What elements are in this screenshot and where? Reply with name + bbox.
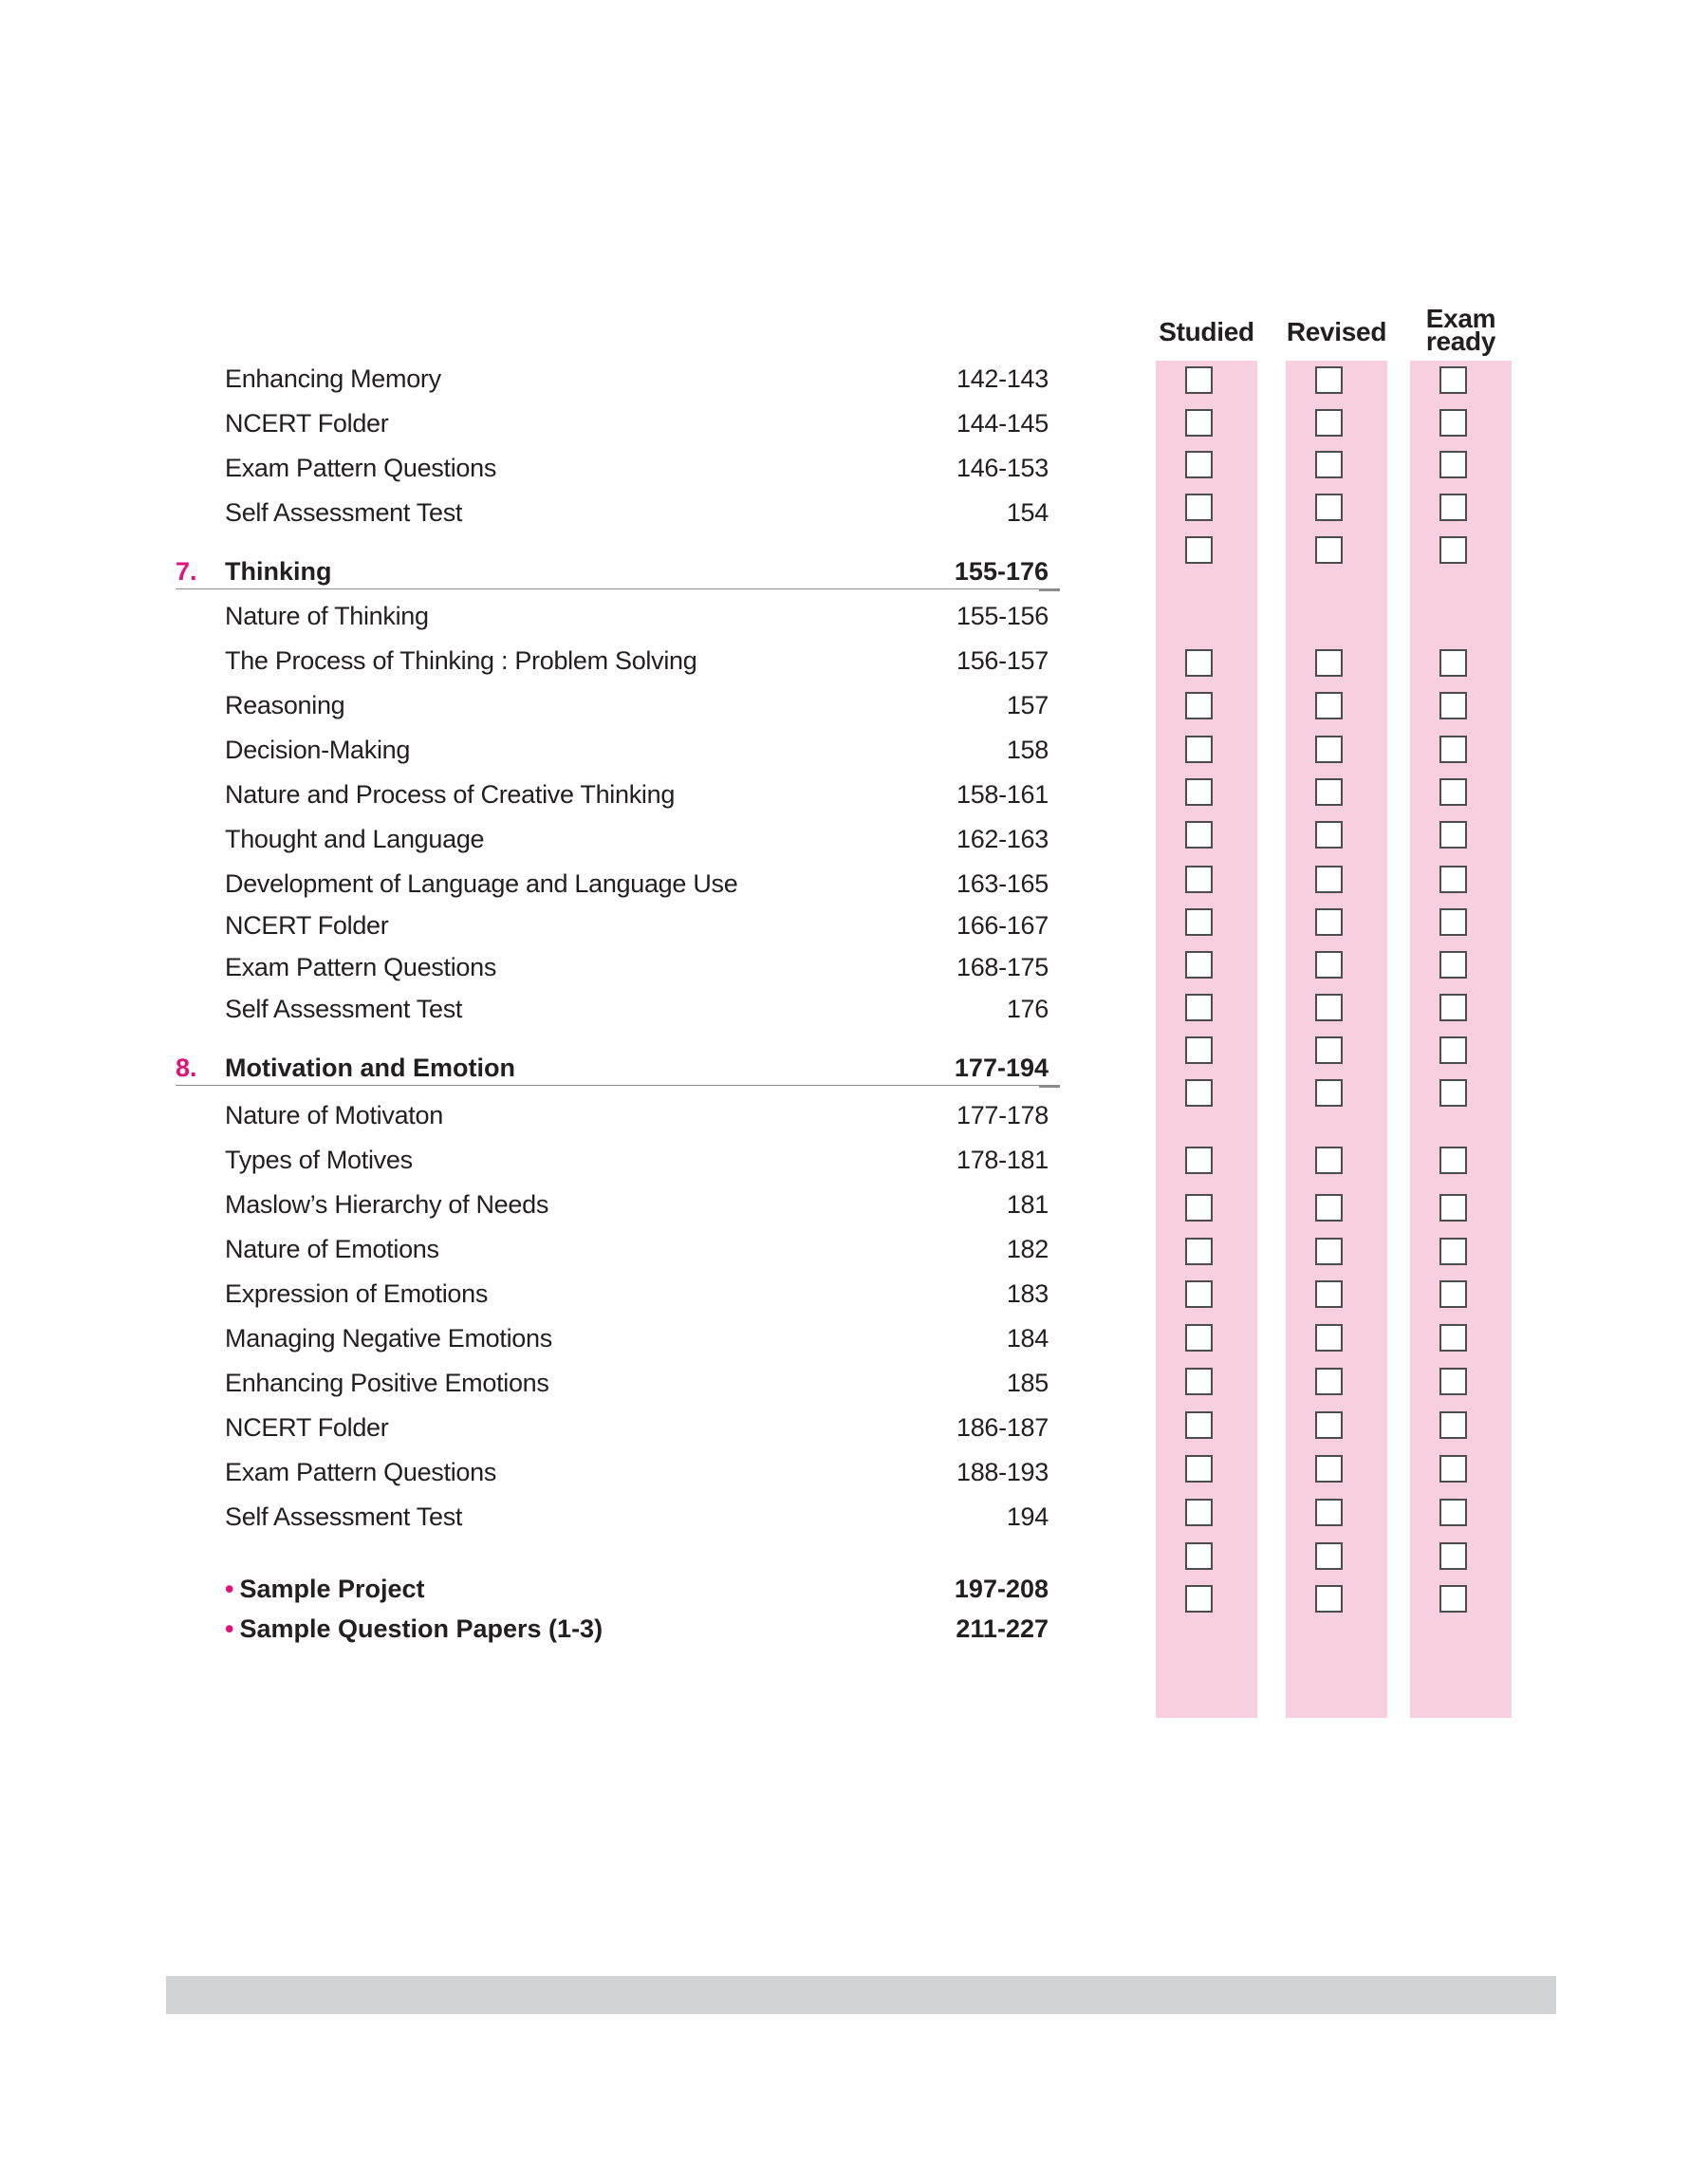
toc-item-title: Self Assessment Test (225, 995, 463, 1023)
toc-item-pages: 183 (1006, 1279, 1049, 1308)
toc-item-title: Exam Pattern Questions (225, 454, 497, 482)
chapter-pages: 155-176 (954, 557, 1049, 586)
exam-ready-checkbox[interactable] (1439, 908, 1467, 936)
revised-checkbox[interactable] (1315, 994, 1343, 1021)
extra-item-title: Sample Question Papers (1-3) (239, 1614, 603, 1643)
revised-checkbox[interactable] (1315, 1499, 1343, 1526)
exam-ready-header-line1: Exam (1425, 304, 1496, 333)
toc-item-pages: 185 (1006, 1369, 1049, 1397)
revised-checkbox[interactable] (1315, 692, 1343, 719)
studied-checkbox[interactable] (1185, 1194, 1213, 1222)
revised-checkbox[interactable] (1315, 1194, 1343, 1222)
extra-item (225, 1575, 425, 1604)
toc-item-title: Development of Language and Language Use (225, 869, 738, 898)
studied-checkbox[interactable] (1185, 736, 1213, 763)
toc-item-pages: 186-187 (956, 1413, 1049, 1442)
toc-item-title: Decision-Making (225, 736, 411, 764)
exam-ready-checkbox[interactable] (1439, 1079, 1467, 1107)
studied-checkbox[interactable] (1185, 908, 1213, 936)
exam-ready-checkbox[interactable] (1439, 649, 1467, 677)
revised-header: Revised (1286, 317, 1387, 346)
toc-item-pages: 162-163 (956, 825, 1049, 853)
studied-checkbox[interactable] (1185, 866, 1213, 893)
revised-checkbox[interactable] (1315, 866, 1343, 893)
toc-item-title: Reasoning (225, 691, 345, 719)
studied-checkbox[interactable] (1185, 1368, 1213, 1395)
toc-item-title: Nature of Thinking (225, 602, 429, 630)
toc-item-title: Nature and Process of Creative Thinking (225, 780, 676, 809)
extra-item (225, 1614, 603, 1644)
exam-ready-header-line2: ready (1425, 327, 1496, 356)
studied-checkbox[interactable] (1185, 451, 1213, 478)
toc-item-pages: 194 (1006, 1502, 1049, 1531)
extra-item-title: Sample Project (239, 1575, 425, 1603)
toc-item-pages: 182 (1006, 1235, 1049, 1263)
studied-checkbox[interactable] (1185, 1585, 1213, 1613)
extra-item-pages: 197-208 (954, 1575, 1049, 1603)
exam-ready-checkbox[interactable] (1439, 1542, 1467, 1570)
revised-checkbox[interactable] (1315, 649, 1343, 677)
toc-item-pages: 184 (1006, 1324, 1049, 1353)
studied-checkbox[interactable] (1185, 1280, 1213, 1308)
chapter-title: Motivation and Emotion (225, 1054, 515, 1082)
studied-checkbox[interactable] (1185, 951, 1213, 979)
exam-ready-checkbox[interactable] (1439, 1411, 1467, 1439)
studied-checkbox[interactable] (1185, 1147, 1213, 1174)
exam-ready-checkbox[interactable] (1439, 1280, 1467, 1308)
studied-checkbox[interactable] (1185, 494, 1213, 521)
exam-ready-checkbox[interactable] (1439, 1499, 1467, 1526)
toc-item-pages: 166-167 (956, 911, 1049, 940)
toc-item-title: Enhancing Memory (225, 364, 441, 393)
exam-ready-checkbox[interactable] (1439, 866, 1467, 893)
exam-ready-checkbox[interactable] (1439, 951, 1467, 979)
revised-checkbox[interactable] (1315, 1542, 1343, 1570)
exam-ready-checkbox[interactable] (1439, 451, 1467, 478)
revised-checkbox[interactable] (1315, 1411, 1343, 1439)
revised-checkbox[interactable] (1315, 1455, 1343, 1483)
studied-checkbox[interactable] (1185, 366, 1213, 394)
chapter-divider (176, 588, 1058, 589)
revised-checkbox[interactable] (1315, 908, 1343, 936)
toc-item-title: Types of Motives (225, 1146, 413, 1174)
toc-item-pages: 176 (1006, 995, 1049, 1023)
bullet-icon: • (225, 1575, 234, 1603)
chapter-divider-tick (1039, 588, 1060, 591)
studied-checkbox[interactable] (1185, 409, 1213, 437)
revised-checkbox[interactable] (1315, 1280, 1343, 1308)
exam-ready-checkbox[interactable] (1439, 536, 1467, 564)
chapter-title: Thinking (225, 557, 332, 586)
exam-ready-checkbox[interactable] (1439, 692, 1467, 719)
toc-item-pages: 157 (1006, 691, 1049, 719)
revised-checkbox[interactable] (1315, 821, 1343, 849)
studied-checkbox[interactable] (1185, 1036, 1213, 1064)
toc-item-title: Thought and Language (225, 825, 485, 853)
exam-ready-checkbox[interactable] (1439, 1455, 1467, 1483)
studied-checkbox[interactable] (1185, 994, 1213, 1021)
studied-checkbox[interactable] (1185, 1455, 1213, 1483)
toc-item-title: NCERT Folder (225, 1413, 389, 1442)
exam-ready-checkbox[interactable] (1439, 994, 1467, 1021)
studied-checkbox[interactable] (1185, 1079, 1213, 1107)
revised-checkbox[interactable] (1315, 1147, 1343, 1174)
chapter-pages: 177-194 (954, 1054, 1049, 1082)
toc-item-pages: 156-157 (956, 646, 1049, 675)
toc-item-pages: 158-161 (956, 780, 1049, 809)
toc-item-title: Self Assessment Test (225, 498, 463, 527)
toc-item-pages: 168-175 (956, 953, 1049, 981)
studied-checkbox[interactable] (1185, 692, 1213, 719)
toc-item-title: Enhancing Positive Emotions (225, 1369, 549, 1397)
revised-checkbox[interactable] (1315, 1324, 1343, 1352)
exam-ready-checkbox[interactable] (1439, 1585, 1467, 1613)
toc-item-pages: 188-193 (956, 1458, 1049, 1486)
exam-ready-header (1401, 304, 1521, 356)
toc-item-pages: 146-153 (956, 454, 1049, 482)
studied-checkbox[interactable] (1185, 1411, 1213, 1439)
toc-item-pages: 158 (1006, 736, 1049, 764)
exam-ready-checkbox[interactable] (1439, 409, 1467, 437)
studied-checkbox[interactable] (1185, 649, 1213, 677)
studied-checkbox[interactable] (1185, 1324, 1213, 1352)
toc-item-title: Expression of Emotions (225, 1279, 489, 1308)
toc-item-title: NCERT Folder (225, 911, 389, 940)
exam-ready-checkbox[interactable] (1439, 1147, 1467, 1174)
exam-ready-checkbox[interactable] (1439, 1036, 1467, 1064)
extra-item-pages: 211-227 (956, 1614, 1049, 1643)
revised-checkbox[interactable] (1315, 1036, 1343, 1064)
toc-item-title: Managing Negative Emotions (225, 1324, 552, 1353)
studied-checkbox[interactable] (1185, 1238, 1213, 1265)
revised-checkbox[interactable] (1315, 736, 1343, 763)
toc-item-pages: 177-178 (956, 1101, 1049, 1129)
chapter-number: 8. (176, 1054, 197, 1082)
revised-checkbox[interactable] (1315, 1368, 1343, 1395)
footer-bar (166, 1976, 1556, 2014)
chapter-number: 7. (176, 557, 197, 586)
toc-item-pages: 155-156 (956, 602, 1049, 630)
studied-checkbox[interactable] (1185, 536, 1213, 564)
chapter-divider-tick (1039, 1085, 1060, 1088)
exam-ready-checkbox[interactable] (1439, 1368, 1467, 1395)
exam-ready-checkbox[interactable] (1439, 821, 1467, 849)
toc-item-pages: 178-181 (956, 1146, 1049, 1174)
revised-checkbox[interactable] (1315, 451, 1343, 478)
toc-item-title: Exam Pattern Questions (225, 953, 497, 981)
toc-item-title: Maslow’s Hierarchy of Needs (225, 1190, 549, 1219)
exam-ready-checkbox[interactable] (1439, 736, 1467, 763)
toc-item-pages: 142-143 (956, 364, 1049, 393)
exam-ready-checkbox[interactable] (1439, 1324, 1467, 1352)
revised-checkbox[interactable] (1315, 366, 1343, 394)
revised-checkbox[interactable] (1315, 536, 1343, 564)
toc-item-pages: 154 (1006, 498, 1049, 527)
chapter-divider (176, 1085, 1058, 1086)
exam-ready-checkbox[interactable] (1439, 1238, 1467, 1265)
toc-item-title: NCERT Folder (225, 409, 389, 438)
revised-checkbox[interactable] (1315, 1585, 1343, 1613)
toc-item-title: Nature of Motivaton (225, 1101, 443, 1129)
toc-item-pages: 144-145 (956, 409, 1049, 438)
toc-item-pages: 181 (1006, 1190, 1049, 1219)
toc-item-pages: 163-165 (956, 869, 1049, 898)
studied-checkbox[interactable] (1185, 778, 1213, 806)
exam-ready-checkbox[interactable] (1439, 494, 1467, 521)
studied-checkbox[interactable] (1185, 1542, 1213, 1570)
revised-checkbox[interactable] (1315, 409, 1343, 437)
revised-checkbox[interactable] (1315, 951, 1343, 979)
toc-item-title: Nature of Emotions (225, 1235, 439, 1263)
bullet-icon: • (225, 1614, 234, 1643)
toc-item-title: The Process of Thinking : Problem Solving (225, 646, 697, 675)
toc-item-title: Self Assessment Test (225, 1502, 463, 1531)
revised-checkbox[interactable] (1315, 778, 1343, 806)
studied-checkbox[interactable] (1185, 1499, 1213, 1526)
exam-ready-checkbox[interactable] (1439, 778, 1467, 806)
revised-checkbox[interactable] (1315, 1079, 1343, 1107)
exam-ready-checkbox[interactable] (1439, 366, 1467, 394)
revised-checkbox[interactable] (1315, 1238, 1343, 1265)
revised-checkbox[interactable] (1315, 494, 1343, 521)
exam-ready-checkbox[interactable] (1439, 1194, 1467, 1222)
studied-header: Studied (1159, 317, 1254, 346)
studied-checkbox[interactable] (1185, 821, 1213, 849)
toc-item-title: Exam Pattern Questions (225, 1458, 497, 1486)
